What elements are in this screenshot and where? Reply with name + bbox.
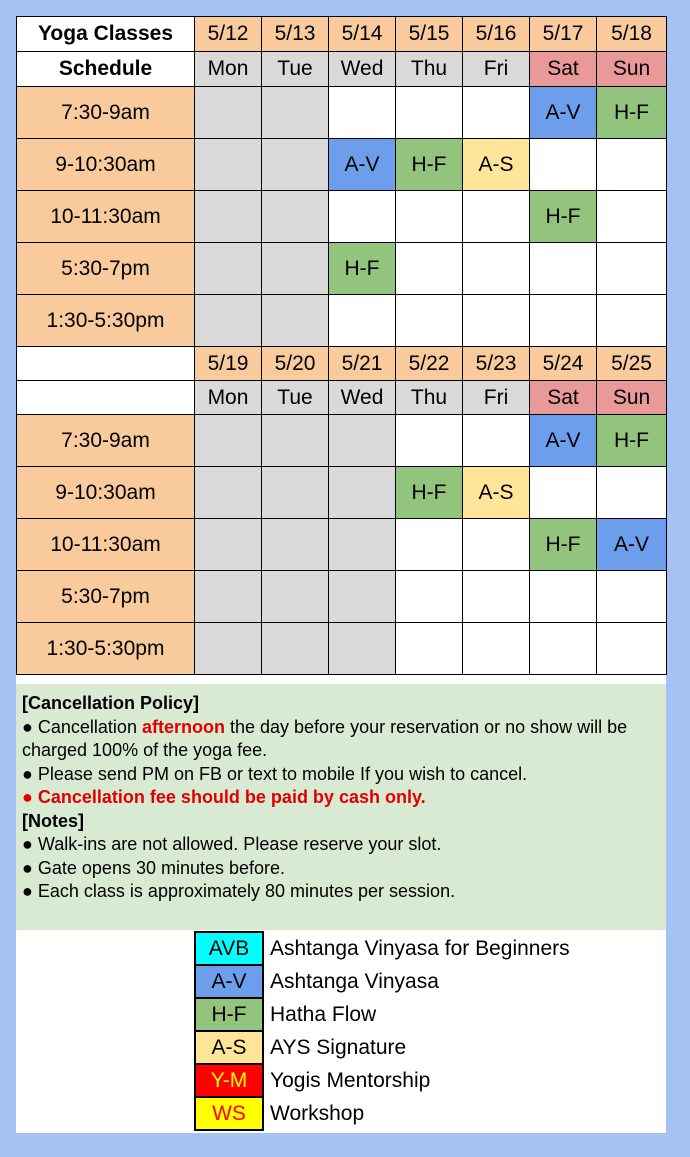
date-cell: 5/21 <box>329 347 396 381</box>
legend-code: WS <box>195 1097 263 1130</box>
class-cell: H-F <box>597 87 667 139</box>
blank-header-cell <box>17 347 195 381</box>
legend-name: Yogis Mentorship <box>270 1068 431 1092</box>
legend-row <box>195 1097 571 1130</box>
bullet-icon: ● <box>22 881 33 901</box>
date-cell: 5/20 <box>262 347 329 381</box>
empty-slot-cell <box>329 87 396 139</box>
bullet-icon: ● <box>22 716 33 737</box>
weekend-cell: Sat <box>530 52 597 87</box>
closed-cell <box>195 467 262 519</box>
empty-slot-cell <box>530 243 597 295</box>
closed-cell <box>195 571 262 623</box>
empty-slot-cell <box>463 415 530 467</box>
empty-slot-cell <box>597 623 667 675</box>
schedule-title-line2: Schedule <box>17 52 195 87</box>
empty-slot-cell <box>530 139 597 191</box>
time-slot-cell: 10-11:30am <box>17 519 195 571</box>
empty-slot-cell <box>396 295 463 347</box>
schedule-row <box>17 191 667 243</box>
empty-slot-cell <box>463 295 530 347</box>
class-cell: A-V <box>530 415 597 467</box>
date-cell: 5/17 <box>530 17 597 52</box>
closed-cell <box>262 571 329 623</box>
closed-cell <box>262 243 329 295</box>
empty-slot-cell <box>530 295 597 347</box>
empty-slot-cell <box>396 87 463 139</box>
empty-slot-cell <box>463 243 530 295</box>
legend-name: Ashtanga Vinyasa for Beginners <box>270 936 570 960</box>
date-cell: 5/24 <box>530 347 597 381</box>
closed-cell <box>195 519 262 571</box>
closed-cell <box>195 623 262 675</box>
empty-slot-cell <box>530 623 597 675</box>
legend-row <box>195 932 571 965</box>
schedule-row <box>17 623 667 675</box>
legend-name: Hatha Flow <box>270 1002 377 1026</box>
date-cell: 5/16 <box>463 17 530 52</box>
schedule-row <box>17 243 667 295</box>
date-cell: 5/18 <box>597 17 667 52</box>
closed-cell <box>262 191 329 243</box>
weekday-cell: Mon <box>195 381 262 415</box>
class-cell: A-V <box>329 139 396 191</box>
weekend-cell: Sun <box>597 52 667 87</box>
class-cell: H-F <box>530 519 597 571</box>
date-cell: 5/15 <box>396 17 463 52</box>
date-cell: 5/14 <box>329 17 396 52</box>
time-slot-cell: 9-10:30am <box>17 139 195 191</box>
note-item <box>22 857 660 881</box>
empty-slot-cell <box>396 571 463 623</box>
date-cell: 5/22 <box>396 347 463 381</box>
time-slot-cell: 10-11:30am <box>17 191 195 243</box>
empty-slot-cell <box>463 191 530 243</box>
class-cell: A-V <box>597 519 667 571</box>
note-text: Each class is approximately 80 minutes per session. <box>37 881 456 901</box>
legend-name: Ashtanga Vinyasa <box>270 969 439 993</box>
weekday-cell: Wed <box>329 381 396 415</box>
date-cell: 5/25 <box>597 347 667 381</box>
schedule-title: Yoga Classes <box>17 17 195 52</box>
legend-name: Workshop <box>270 1101 365 1125</box>
empty-slot-cell <box>396 243 463 295</box>
time-slot-cell: 1:30-5:30pm <box>17 295 195 347</box>
note-text: Walk-ins are not allowed. Please reserve your slot. <box>37 834 442 854</box>
note-item <box>22 880 660 904</box>
weekend-cell: Sun <box>597 381 667 415</box>
weekday-cell: Fri <box>463 381 530 415</box>
schedule-row <box>17 139 667 191</box>
legend-row <box>195 998 571 1031</box>
legend-row <box>195 1064 571 1097</box>
closed-cell <box>329 519 396 571</box>
empty-slot-cell <box>463 571 530 623</box>
legend-table <box>194 931 572 1131</box>
closed-cell <box>262 623 329 675</box>
legend-code: A-V <box>195 965 263 998</box>
closed-cell <box>195 139 262 191</box>
bullet-icon: ● <box>22 787 33 807</box>
time-slot-cell: 5:30-7pm <box>17 571 195 623</box>
closed-cell <box>195 191 262 243</box>
schedule-row <box>17 519 667 571</box>
legend-row <box>195 1031 571 1064</box>
weekday-cell: Thu <box>396 52 463 87</box>
schedule-card <box>16 16 666 1133</box>
schedule-row <box>17 467 667 519</box>
policy-notes-panel <box>16 684 666 930</box>
schedule-table <box>16 16 667 675</box>
empty-slot-cell <box>597 191 667 243</box>
empty-slot-cell <box>396 415 463 467</box>
weekday-cell: Mon <box>195 52 262 87</box>
blank-header-cell <box>17 381 195 415</box>
closed-cell <box>329 571 396 623</box>
closed-cell <box>262 139 329 191</box>
class-cell: H-F <box>396 139 463 191</box>
empty-slot-cell <box>463 87 530 139</box>
empty-slot-cell <box>329 295 396 347</box>
legend-code: AVB <box>195 932 263 965</box>
weekday-cell: Tue <box>262 381 329 415</box>
time-slot-cell: 9-10:30am <box>17 467 195 519</box>
weekday-cell: Tue <box>262 52 329 87</box>
weekend-cell: Sat <box>530 381 597 415</box>
time-slot-cell: 5:30-7pm <box>17 243 195 295</box>
weekday-cell: Fri <box>463 52 530 87</box>
closed-cell <box>195 243 262 295</box>
date-cell: 5/12 <box>195 17 262 52</box>
legend-row <box>195 965 571 998</box>
bullet-icon: ● <box>22 857 33 878</box>
closed-cell <box>262 87 329 139</box>
policy-highlight: Cancellation fee should be paid by cash only. <box>37 787 426 807</box>
empty-slot-cell <box>396 191 463 243</box>
legend-code: H-F <box>195 998 263 1031</box>
schedule-row <box>17 571 667 623</box>
empty-slot-cell <box>597 295 667 347</box>
legend-name: AYS Signature <box>270 1035 407 1059</box>
weekday-cell: Wed <box>329 52 396 87</box>
closed-cell <box>262 519 329 571</box>
closed-cell <box>195 87 262 139</box>
empty-slot-cell <box>463 623 530 675</box>
schedule-row <box>17 87 667 139</box>
empty-slot-cell <box>463 519 530 571</box>
empty-slot-cell <box>597 139 667 191</box>
time-slot-cell: 1:30-5:30pm <box>17 623 195 675</box>
time-slot-cell: 7:30-9am <box>17 415 195 467</box>
empty-slot-cell <box>597 467 667 519</box>
cancellation-policy-heading: [Cancellation Policy] <box>22 693 200 713</box>
closed-cell <box>329 415 396 467</box>
time-slot-cell: 7:30-9am <box>17 87 195 139</box>
policy-item <box>22 763 660 787</box>
empty-slot-cell <box>396 623 463 675</box>
policy-item <box>22 786 660 810</box>
empty-slot-cell <box>597 243 667 295</box>
schedule-row <box>17 415 667 467</box>
policy-item <box>22 716 660 763</box>
class-cell: H-F <box>329 243 396 295</box>
policy-text: the day before your reservation or no show will be charged 100% of the yoga fee. <box>22 716 628 760</box>
weekday-cell: Thu <box>396 381 463 415</box>
date-cell: 5/23 <box>463 347 530 381</box>
closed-cell <box>195 295 262 347</box>
empty-slot-cell <box>597 571 667 623</box>
class-cell: H-F <box>396 467 463 519</box>
schedule-row <box>17 295 667 347</box>
closed-cell <box>262 415 329 467</box>
empty-slot-cell <box>530 467 597 519</box>
closed-cell <box>195 415 262 467</box>
policy-highlight: afternoon <box>141 716 225 737</box>
policy-text: Cancellation <box>37 716 137 737</box>
legend-code: A-S <box>195 1031 263 1064</box>
class-cell: H-F <box>597 415 667 467</box>
date-cell: 5/13 <box>262 17 329 52</box>
empty-slot-cell <box>530 571 597 623</box>
closed-cell <box>329 467 396 519</box>
policy-text: Please send PM on FB or text to mobile If you wish to cancel. <box>37 763 528 784</box>
note-item <box>22 833 660 857</box>
legend-code: Y-M <box>195 1064 263 1097</box>
class-cell: A-V <box>530 87 597 139</box>
bullet-icon: ● <box>22 834 33 854</box>
date-cell: 5/19 <box>195 347 262 381</box>
class-cell: H-F <box>530 191 597 243</box>
empty-slot-cell <box>329 191 396 243</box>
closed-cell <box>329 623 396 675</box>
closed-cell <box>262 295 329 347</box>
empty-slot-cell <box>396 519 463 571</box>
note-text: Gate opens 30 minutes before. <box>37 857 286 878</box>
class-cell: A-S <box>463 467 530 519</box>
closed-cell <box>262 467 329 519</box>
class-cell: A-S <box>463 139 530 191</box>
notes-heading: [Notes] <box>22 810 84 831</box>
bullet-icon: ● <box>22 763 33 784</box>
